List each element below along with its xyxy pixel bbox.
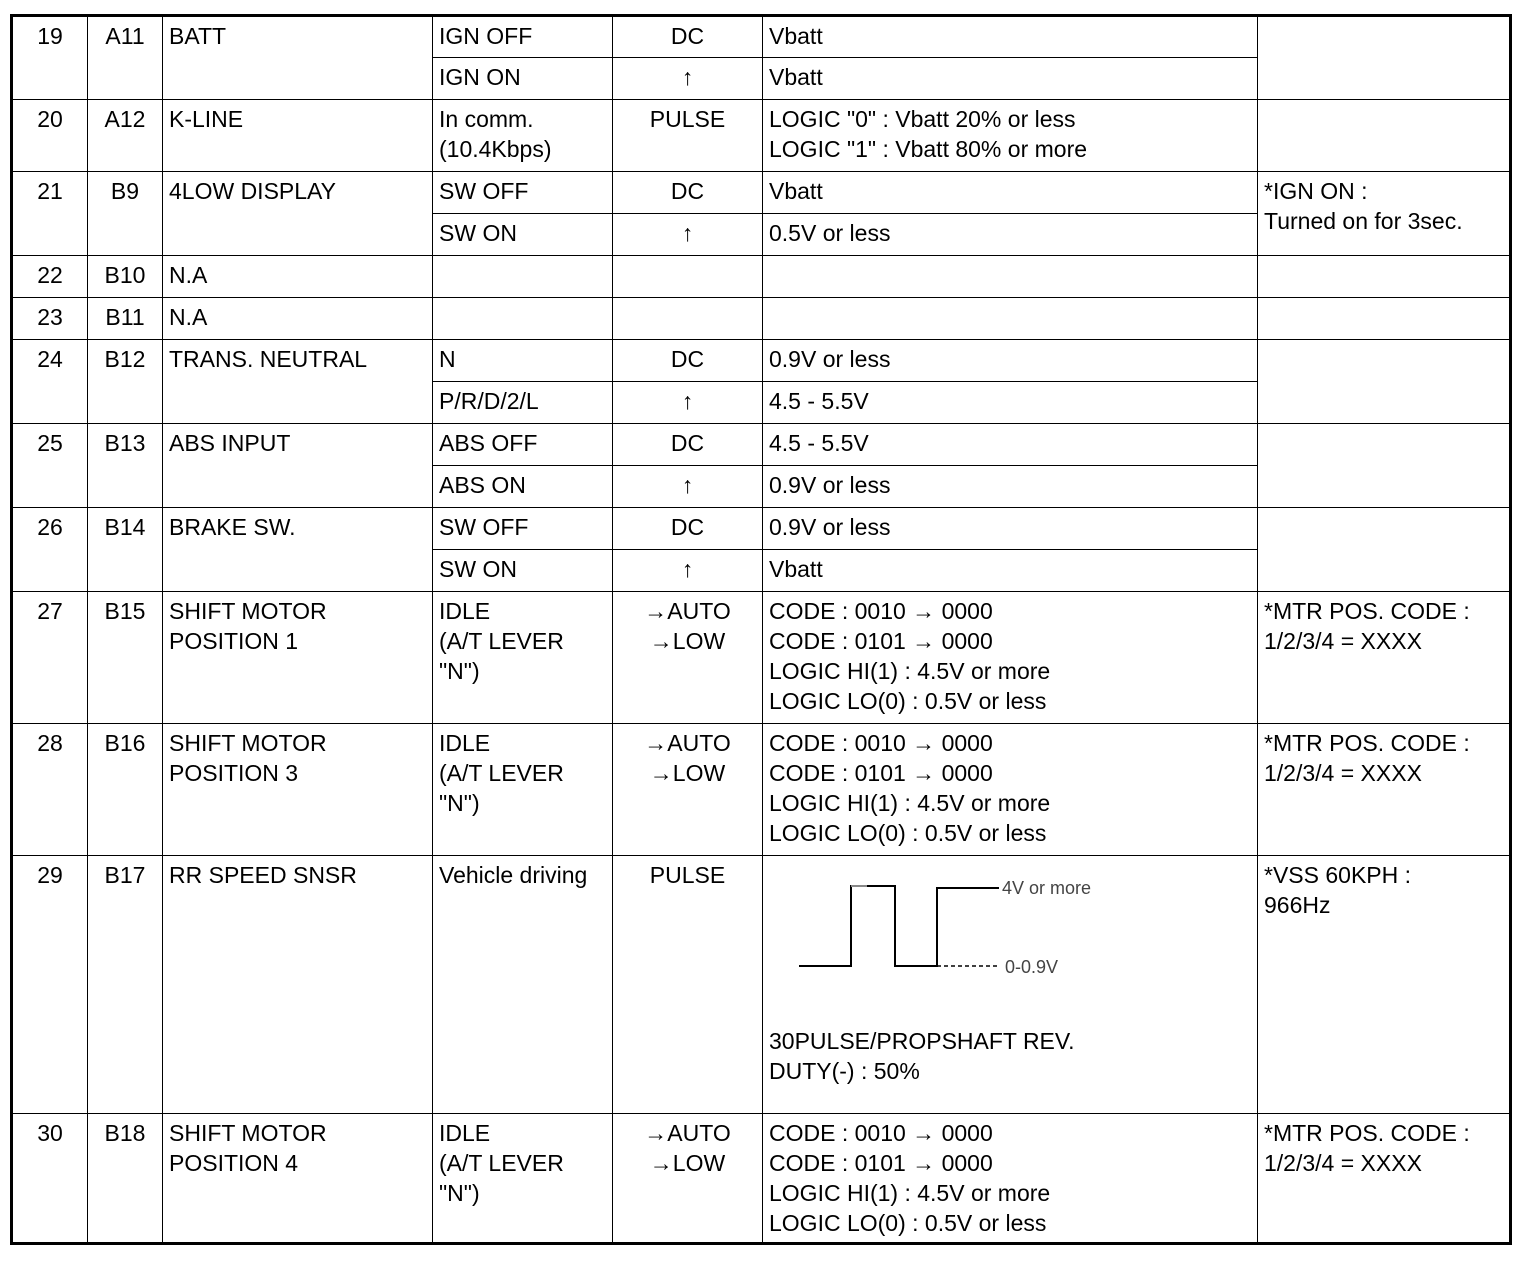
signal-name-cell bbox=[163, 100, 433, 172]
table-row bbox=[12, 100, 1511, 172]
row-number-cell: 21 bbox=[12, 172, 88, 256]
cell-line: SW OFF bbox=[439, 178, 529, 204]
cell-line: LOGIC LO(0) : 0.5V or less bbox=[769, 688, 1047, 714]
pin-cell: B14 bbox=[88, 508, 163, 592]
cell-line: *MTR POS. CODE : bbox=[1264, 598, 1470, 624]
remark-cell bbox=[1258, 256, 1511, 298]
signal-name-cell bbox=[163, 172, 433, 256]
cell-line: Vehicle driving bbox=[439, 862, 588, 888]
condition-cell bbox=[433, 214, 613, 256]
row-number-cell: 25 bbox=[12, 424, 88, 508]
signal-type-cell bbox=[613, 1114, 763, 1244]
pin-cell: B11 bbox=[88, 298, 163, 340]
cell-line: POSITION 1 bbox=[169, 628, 299, 654]
spec-value-cell bbox=[763, 1114, 1258, 1244]
spec-value-cell bbox=[763, 508, 1258, 550]
signal-name-cell bbox=[163, 592, 433, 724]
condition-cell bbox=[433, 856, 613, 1114]
condition-cell bbox=[433, 172, 613, 214]
cell-line: CODE : 0101 → 0000 bbox=[769, 628, 993, 654]
cell-line: CODE : 0101 → 0000 bbox=[769, 1150, 993, 1176]
condition-cell bbox=[433, 298, 613, 340]
cell-line: Vbatt bbox=[769, 23, 823, 49]
cell-line: LOGIC HI(1) : 4.5V or more bbox=[769, 1180, 1051, 1206]
cell-line: (10.4Kbps) bbox=[439, 136, 552, 162]
cell-line: 966Hz bbox=[1264, 892, 1331, 918]
cell-line: 4LOW DISPLAY bbox=[169, 178, 337, 204]
cell-line: CODE : 0010 → 0000 bbox=[769, 730, 993, 756]
table-row bbox=[12, 724, 1511, 856]
cell-line: PULSE bbox=[649, 106, 726, 132]
condition-cell bbox=[433, 58, 613, 100]
table-row bbox=[12, 592, 1511, 724]
spec-value-cell bbox=[763, 172, 1258, 214]
table-row bbox=[12, 256, 1511, 298]
cell-line: BATT bbox=[169, 23, 227, 49]
pin-cell: B17 bbox=[88, 856, 163, 1114]
cell-line: In comm. bbox=[439, 106, 534, 132]
signal-type-cell bbox=[613, 214, 763, 256]
row-number-cell: 19 bbox=[12, 16, 88, 100]
cell-line: CODE : 0010 → 0000 bbox=[769, 598, 993, 624]
signal-name-cell bbox=[163, 1114, 433, 1244]
spec-value-cell bbox=[763, 382, 1258, 424]
pin-cell: B18 bbox=[88, 1114, 163, 1244]
row-number-cell: 23 bbox=[12, 298, 88, 340]
signal-name-cell bbox=[163, 724, 433, 856]
signal-name-cell bbox=[163, 856, 433, 1114]
cell-line: SHIFT MOTOR bbox=[169, 730, 327, 756]
cell-line: DC bbox=[670, 346, 705, 372]
cell-line: (A/T LEVER bbox=[439, 760, 564, 786]
remark-cell bbox=[1258, 1114, 1511, 1244]
remark-cell bbox=[1258, 100, 1511, 172]
signal-type-cell bbox=[613, 340, 763, 382]
signal-type-cell bbox=[613, 592, 763, 724]
cell-line: "N") bbox=[439, 790, 480, 816]
cell-line: "N") bbox=[439, 658, 480, 684]
pin-cell: A11 bbox=[88, 16, 163, 100]
signal-type-cell bbox=[613, 58, 763, 100]
cell-line: →LOW bbox=[649, 1150, 726, 1176]
cell-line: DC bbox=[670, 23, 705, 49]
cell-line: Vbatt bbox=[769, 178, 823, 204]
spec-value-cell bbox=[763, 58, 1258, 100]
row-number-cell: 20 bbox=[12, 100, 88, 172]
condition-cell bbox=[433, 592, 613, 724]
cell-line: DUTY(-) : 50% bbox=[769, 1058, 920, 1084]
cell-line: 4.5 - 5.5V bbox=[769, 430, 869, 456]
cell-line: 0.5V or less bbox=[769, 220, 891, 246]
signal-type-cell bbox=[613, 724, 763, 856]
cell-line: ↑ bbox=[681, 64, 694, 90]
condition-cell bbox=[433, 256, 613, 298]
pin-cell: B9 bbox=[88, 172, 163, 256]
pin-cell: B16 bbox=[88, 724, 163, 856]
cell-line: LOGIC "1" : Vbatt 80% or more bbox=[769, 136, 1088, 162]
spec-value-cell bbox=[763, 100, 1258, 172]
cell-line: IDLE bbox=[439, 730, 491, 756]
remark-cell bbox=[1258, 340, 1511, 424]
row-number-cell: 22 bbox=[12, 256, 88, 298]
cell-line: 1/2/3/4 = XXXX bbox=[1264, 760, 1422, 786]
table-row bbox=[12, 298, 1511, 340]
row-number-cell: 27 bbox=[12, 592, 88, 724]
cell-line: 30PULSE/PROPSHAFT REV. bbox=[769, 1028, 1075, 1054]
signal-type-cell bbox=[613, 100, 763, 172]
cell-line: DC bbox=[670, 430, 705, 456]
cell-line: PULSE bbox=[649, 862, 726, 888]
cell-line: (A/T LEVER bbox=[439, 1150, 564, 1176]
spec-value-cell bbox=[763, 856, 1258, 1114]
waveform-low-label: 0-0.9V bbox=[1005, 957, 1059, 977]
signal-name-cell bbox=[163, 16, 433, 100]
remark-cell bbox=[1258, 424, 1511, 508]
pin-cell: B15 bbox=[88, 592, 163, 724]
row-number-cell: 24 bbox=[12, 340, 88, 424]
condition-cell bbox=[433, 382, 613, 424]
spec-value-cell bbox=[763, 214, 1258, 256]
cell-line: ABS OFF bbox=[439, 430, 538, 456]
condition-cell bbox=[433, 16, 613, 58]
cell-line: SW ON bbox=[439, 556, 517, 582]
cell-line: ↑ bbox=[681, 472, 694, 498]
cell-line: BRAKE SW. bbox=[169, 514, 296, 540]
cell-line: IDLE bbox=[439, 1120, 491, 1146]
spec-value-cell bbox=[763, 16, 1258, 58]
signal-type-cell bbox=[613, 856, 763, 1114]
cell-line: SW ON bbox=[439, 220, 517, 246]
cell-line: Vbatt bbox=[769, 64, 823, 90]
pin-spec-table bbox=[10, 14, 1512, 1245]
pulse-waveform bbox=[769, 860, 1251, 1026]
cell-line: ↑ bbox=[681, 388, 694, 414]
spec-value-cell bbox=[763, 340, 1258, 382]
signal-type-cell bbox=[613, 172, 763, 214]
cell-line: *MTR POS. CODE : bbox=[1264, 1120, 1470, 1146]
signal-type-cell bbox=[613, 508, 763, 550]
cell-line: →LOW bbox=[649, 760, 726, 786]
cell-line: LOGIC LO(0) : 0.5V or less bbox=[769, 820, 1047, 846]
remark-cell bbox=[1258, 16, 1511, 100]
remark-cell bbox=[1258, 508, 1511, 592]
cell-line: 1/2/3/4 = XXXX bbox=[1264, 628, 1422, 654]
cell-line: →AUTO bbox=[644, 1120, 731, 1146]
spec-value-cell bbox=[763, 592, 1258, 724]
signal-name-cell bbox=[163, 256, 433, 298]
cell-line: ABS ON bbox=[439, 472, 526, 498]
cell-line: DC bbox=[670, 178, 705, 204]
table-row bbox=[12, 172, 1511, 214]
cell-line: ABS INPUT bbox=[169, 430, 291, 456]
table-row bbox=[12, 424, 1511, 466]
cell-line: CODE : 0010 → 0000 bbox=[769, 1120, 993, 1146]
signal-name-cell bbox=[163, 340, 433, 424]
pin-cell: B10 bbox=[88, 256, 163, 298]
cell-line: LOGIC HI(1) : 4.5V or more bbox=[769, 790, 1051, 816]
condition-cell bbox=[433, 466, 613, 508]
cell-line: IGN OFF bbox=[439, 23, 533, 49]
condition-cell bbox=[433, 424, 613, 466]
cell-line: CODE : 0101 → 0000 bbox=[769, 760, 993, 786]
cell-line: IDLE bbox=[439, 598, 491, 624]
remark-cell bbox=[1258, 856, 1511, 1114]
signal-type-cell bbox=[613, 424, 763, 466]
signal-name-cell bbox=[163, 298, 433, 340]
condition-cell bbox=[433, 340, 613, 382]
spec-value-cell bbox=[763, 256, 1258, 298]
cell-line: K-LINE bbox=[169, 106, 244, 132]
condition-cell bbox=[433, 550, 613, 592]
cell-line: Turned on for 3sec. bbox=[1264, 208, 1463, 234]
cell-line: →AUTO bbox=[644, 598, 731, 624]
cell-line: *MTR POS. CODE : bbox=[1264, 730, 1470, 756]
cell-line: 4.5 - 5.5V bbox=[769, 388, 869, 414]
cell-line: Vbatt bbox=[769, 556, 823, 582]
cell-line: 1/2/3/4 = XXXX bbox=[1264, 1150, 1422, 1176]
spec-value-cell bbox=[763, 298, 1258, 340]
table-row bbox=[12, 1114, 1511, 1244]
cell-line: →LOW bbox=[649, 628, 726, 654]
cell-line: N.A bbox=[169, 304, 208, 330]
cell-line: (A/T LEVER bbox=[439, 628, 564, 654]
cell-line: LOGIC LO(0) : 0.5V or less bbox=[769, 1210, 1047, 1236]
row-number-cell: 28 bbox=[12, 724, 88, 856]
remark-cell bbox=[1258, 592, 1511, 724]
remark-cell bbox=[1258, 298, 1511, 340]
pin-cell: B13 bbox=[88, 424, 163, 508]
spec-value-cell bbox=[763, 724, 1258, 856]
cell-line: 0.9V or less bbox=[769, 346, 891, 372]
signal-type-cell bbox=[613, 466, 763, 508]
cell-line: SHIFT MOTOR bbox=[169, 598, 327, 624]
condition-cell bbox=[433, 100, 613, 172]
table-row bbox=[12, 856, 1511, 1114]
condition-cell bbox=[433, 1114, 613, 1244]
cell-line: *VSS 60KPH : bbox=[1264, 862, 1412, 888]
cell-line: SW OFF bbox=[439, 514, 529, 540]
row-number-cell: 29 bbox=[12, 856, 88, 1114]
row-number-cell: 30 bbox=[12, 1114, 88, 1244]
cell-line: *IGN ON : bbox=[1264, 178, 1368, 204]
cell-line: N.A bbox=[169, 262, 208, 288]
signal-name-cell bbox=[163, 424, 433, 508]
cell-line: 0.9V or less bbox=[769, 514, 891, 540]
signal-type-cell bbox=[613, 382, 763, 424]
spec-value-cell bbox=[763, 466, 1258, 508]
cell-line: POSITION 4 bbox=[169, 1150, 299, 1176]
cell-line: 0.9V or less bbox=[769, 472, 891, 498]
cell-line: POSITION 3 bbox=[169, 760, 299, 786]
remark-cell bbox=[1258, 724, 1511, 856]
waveform-high-label: 4V or more bbox=[1002, 878, 1092, 898]
cell-line: TRANS. NEUTRAL bbox=[169, 346, 368, 372]
cell-line: ↑ bbox=[681, 556, 694, 582]
signal-type-cell bbox=[613, 16, 763, 58]
cell-line: "N") bbox=[439, 1180, 480, 1206]
condition-cell bbox=[433, 508, 613, 550]
signal-name-cell bbox=[163, 508, 433, 592]
cell-line: LOGIC HI(1) : 4.5V or more bbox=[769, 658, 1051, 684]
row-number-cell: 26 bbox=[12, 508, 88, 592]
cell-line: SHIFT MOTOR bbox=[169, 1120, 327, 1146]
table-row bbox=[12, 340, 1511, 382]
signal-type-cell bbox=[613, 550, 763, 592]
remark-cell bbox=[1258, 172, 1511, 256]
cell-line: IGN ON bbox=[439, 64, 521, 90]
pin-cell: B12 bbox=[88, 340, 163, 424]
table-row bbox=[12, 508, 1511, 550]
cell-line: DC bbox=[670, 514, 705, 540]
signal-type-cell bbox=[613, 298, 763, 340]
cell-line: ↑ bbox=[681, 220, 694, 246]
cell-line: LOGIC "0" : Vbatt 20% or less bbox=[769, 106, 1076, 132]
spec-value-cell bbox=[763, 424, 1258, 466]
condition-cell bbox=[433, 724, 613, 856]
table-row bbox=[12, 16, 1511, 58]
pin-cell: A12 bbox=[88, 100, 163, 172]
cell-line: →AUTO bbox=[644, 730, 731, 756]
spec-value-cell bbox=[763, 550, 1258, 592]
cell-line: RR SPEED SNSR bbox=[169, 862, 357, 888]
waveform-diagram bbox=[799, 870, 1129, 980]
signal-type-cell bbox=[613, 256, 763, 298]
cell-line: P/R/D/2/L bbox=[439, 388, 539, 414]
cell-line: N bbox=[439, 346, 456, 372]
